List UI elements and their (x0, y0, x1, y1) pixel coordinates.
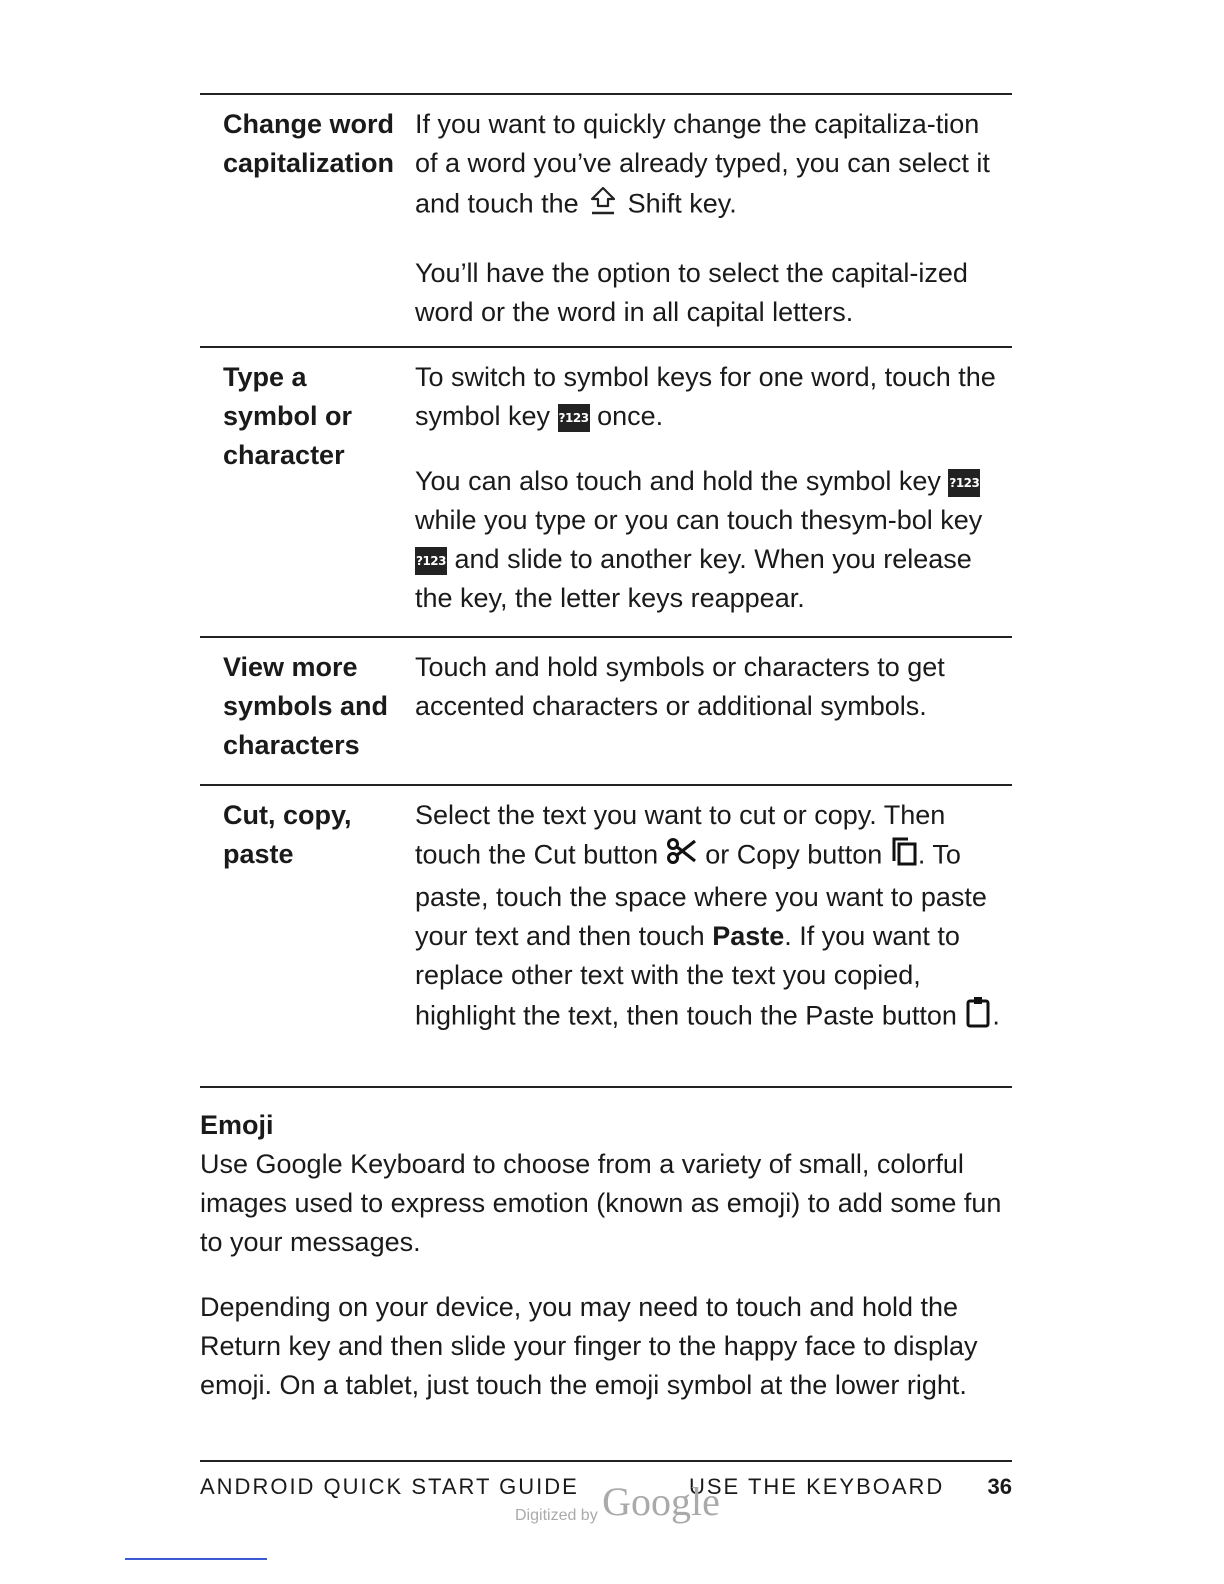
row-term (200, 95, 415, 346)
row-term (200, 786, 415, 1086)
digitized-watermark (515, 1478, 720, 1525)
symbol-key-icon: ?123 (558, 404, 590, 432)
copy-icon (890, 835, 918, 878)
text-span: If you want to quickly change the capitaliza-tion of a word you’ve already typed, you can select it and touch the (415, 109, 990, 219)
text-span: . To paste, touch the space where you want to paste your text and then touch (415, 839, 987, 951)
text-span: or Copy button (705, 839, 883, 870)
section-paragraph: Use Google Keyboard to choose from a variety of small, colorful images used to express emotion (known as emoji) to add some fun to your messages. (200, 1149, 1002, 1257)
page-number: 36 (987, 1474, 1012, 1499)
section-heading: Emoji (200, 1110, 274, 1140)
text-span: . (992, 1000, 1000, 1031)
description-paragraph: You’ll have the option to select the capital-ized word or the word in all capital letters. (415, 258, 968, 327)
description-paragraph (415, 358, 1002, 436)
term-line: characters (223, 730, 360, 760)
row-description (415, 638, 1012, 784)
footer-divider (200, 1460, 1012, 1462)
watermark-logo: Google (602, 1479, 720, 1524)
row-term (200, 348, 415, 636)
scan-edge-line (125, 1558, 267, 1560)
text-span: You can also touch and hold the symbol key (415, 466, 941, 496)
table-row (200, 784, 1012, 1088)
text-span: while you type or you can touch thesym-bol key (415, 505, 983, 535)
row-term (200, 638, 415, 784)
term-line: symbol or (223, 401, 353, 431)
row-description (415, 95, 1012, 346)
term-line: paste (223, 839, 294, 869)
shift-icon (586, 183, 620, 228)
description-paragraph (415, 796, 1002, 1040)
paste-label: Paste (712, 921, 785, 951)
clipboard-icon (964, 995, 992, 1040)
row-description (415, 348, 1012, 636)
table-row (200, 93, 1012, 346)
symbol-key-icon: ?123 (415, 547, 447, 575)
term-line: Change word (223, 109, 395, 139)
description-paragraph: Touch and hold symbols or characters to get accented characters or additional symbols. (415, 652, 945, 721)
table-row (200, 636, 1012, 784)
description-paragraph (415, 105, 1002, 228)
scissors-icon (666, 836, 698, 877)
feature-table (200, 93, 1012, 1088)
term-line: character (223, 440, 345, 470)
symbol-key-icon: ?123 (948, 469, 980, 497)
term-line: View more (223, 652, 358, 682)
description-paragraph (415, 462, 1002, 618)
text-span: Select the text you want to cut or copy. Then touch the Cut button (415, 800, 946, 870)
footer-chapter-title: USE THE KEYBOARD (689, 1474, 945, 1499)
watermark-text: Digitized by (515, 1507, 598, 1524)
row-description (415, 786, 1012, 1086)
footer-book-title: ANDROID QUICK START GUIDE (200, 1474, 579, 1499)
text-span: Shift key. (627, 188, 737, 219)
table-row (200, 346, 1012, 636)
term-line: capitalization (223, 148, 395, 178)
text-span: once. (597, 401, 664, 431)
term-line: Type a (223, 362, 307, 392)
text-span: and slide to another key. When you release the key, the letter keys reappear. (415, 544, 972, 613)
term-line: Cut, copy, (223, 800, 352, 830)
section-paragraph: Depending on your device, you may need to touch and hold the Return key and then slide your finger to the happy face to display emoji. On a tablet, just touch the emoji symbol at the lower right. (200, 1292, 978, 1400)
term-line: symbols and (223, 691, 389, 721)
emoji-section (200, 1106, 1012, 1405)
text-span: To switch to symbol keys for one word, touch the symbol key (415, 362, 996, 431)
text-span: . If you want to replace other text with the text you copied, highlight the text, then touch the Paste button (415, 921, 960, 1031)
